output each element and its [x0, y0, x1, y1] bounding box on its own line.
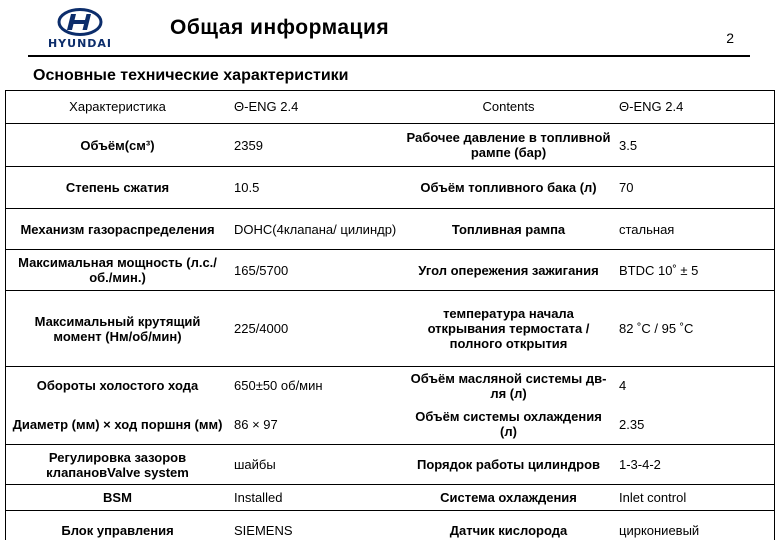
table-header-row: [5, 90, 775, 124]
table-cell: температура начала открывания термостата /полного открытия: [402, 291, 615, 367]
table-cell: Степень сжатия: [5, 167, 230, 209]
table-cell: Рабочее давление в топливной рампе (бар): [402, 124, 615, 167]
table-row: [5, 511, 775, 551]
table-cell: Топливная рампа: [402, 209, 615, 250]
table-cell: Регулировка зазоров клапановValve system: [5, 445, 230, 485]
table-cell: DOHC(4клапана/ цилиндр): [230, 209, 402, 250]
header-divider: [28, 55, 750, 57]
table-cell: Объём системы охлаждения (л): [402, 405, 615, 445]
table-frame-right: [774, 90, 775, 540]
table-cell: 82 ˚C / 95 ˚C: [615, 291, 775, 367]
table-cell: Блок управления: [61, 523, 174, 539]
column-header: Θ-ENG 2.4: [615, 90, 775, 124]
hyundai-logo: [40, 8, 120, 50]
table-cell: Механизм газораспределения: [5, 209, 230, 250]
table-row: [5, 209, 775, 250]
table-cell: SIEMENS: [234, 523, 293, 539]
table-cell: стальная: [615, 209, 775, 250]
table-cell: BTDC 10˚ ± 5: [615, 250, 775, 291]
column-header: Θ-ENG 2.4: [230, 90, 402, 124]
table-cell: Inlet control: [615, 485, 775, 511]
table-cell: 4: [619, 378, 627, 394]
hyundai-emblem-icon: [40, 8, 120, 38]
table-cell: Максимальный крутящий момент (Нм/об/мин): [5, 291, 230, 367]
table-cell: Объём(см³): [5, 124, 230, 167]
table-cell: 2359: [230, 124, 402, 167]
table-cell: Объём топливного бака (л): [402, 167, 615, 209]
table-cell: 225/4000: [230, 291, 402, 367]
table-cell: 165/5700: [230, 250, 402, 291]
table-row: [5, 485, 775, 511]
table-cell: Максимальная мощность (л.с./об./мин.): [5, 250, 230, 291]
table-cell: 1-3-4-2: [615, 445, 775, 485]
table-cell: 70: [615, 167, 775, 209]
table-cell: 650±50 об/мин: [234, 378, 323, 394]
column-header: Характеристика: [5, 90, 230, 124]
table-row: [5, 445, 775, 485]
table-cell: Порядок работы цилиндров: [402, 445, 615, 485]
table-row: [5, 167, 775, 209]
table-cell: Датчик кислорода: [449, 523, 568, 539]
spec-table: [5, 90, 775, 551]
table-cell: Система охлаждения: [402, 485, 615, 511]
table-row: [5, 250, 775, 291]
page-title: Общая информация: [170, 16, 390, 39]
table-row: [5, 124, 775, 167]
column-header: Contents: [402, 90, 615, 124]
table-row: [5, 405, 775, 445]
table-cell: 3.5: [615, 124, 775, 167]
table-row: [5, 367, 775, 405]
section-subtitle: Основные технические характеристики: [33, 67, 349, 84]
logo-wordmark: HYUNDAI: [47, 37, 113, 50]
table-cell: Обороты холостого хода: [36, 378, 199, 394]
table-cell: шайбы: [230, 445, 402, 485]
table-cell: Угол опережения зажигания: [402, 250, 615, 291]
table-cell: циркониевый: [619, 523, 700, 539]
table-cell: Объём масляной системы дв-ля (л): [410, 370, 607, 401]
table-cell: Диаметр (мм) × ход поршня (мм): [5, 405, 230, 445]
table-row: [5, 291, 775, 367]
table-frame-top: [5, 90, 775, 91]
table-cell: 10.5: [230, 167, 402, 209]
table-frame-left: [5, 90, 6, 540]
page-number: 2: [726, 30, 734, 46]
table-cell: BSM: [5, 485, 230, 511]
table-cell: 2.35: [615, 405, 775, 445]
table-cell: 86 × 97: [230, 405, 402, 445]
table-cell: Installed: [230, 485, 402, 511]
